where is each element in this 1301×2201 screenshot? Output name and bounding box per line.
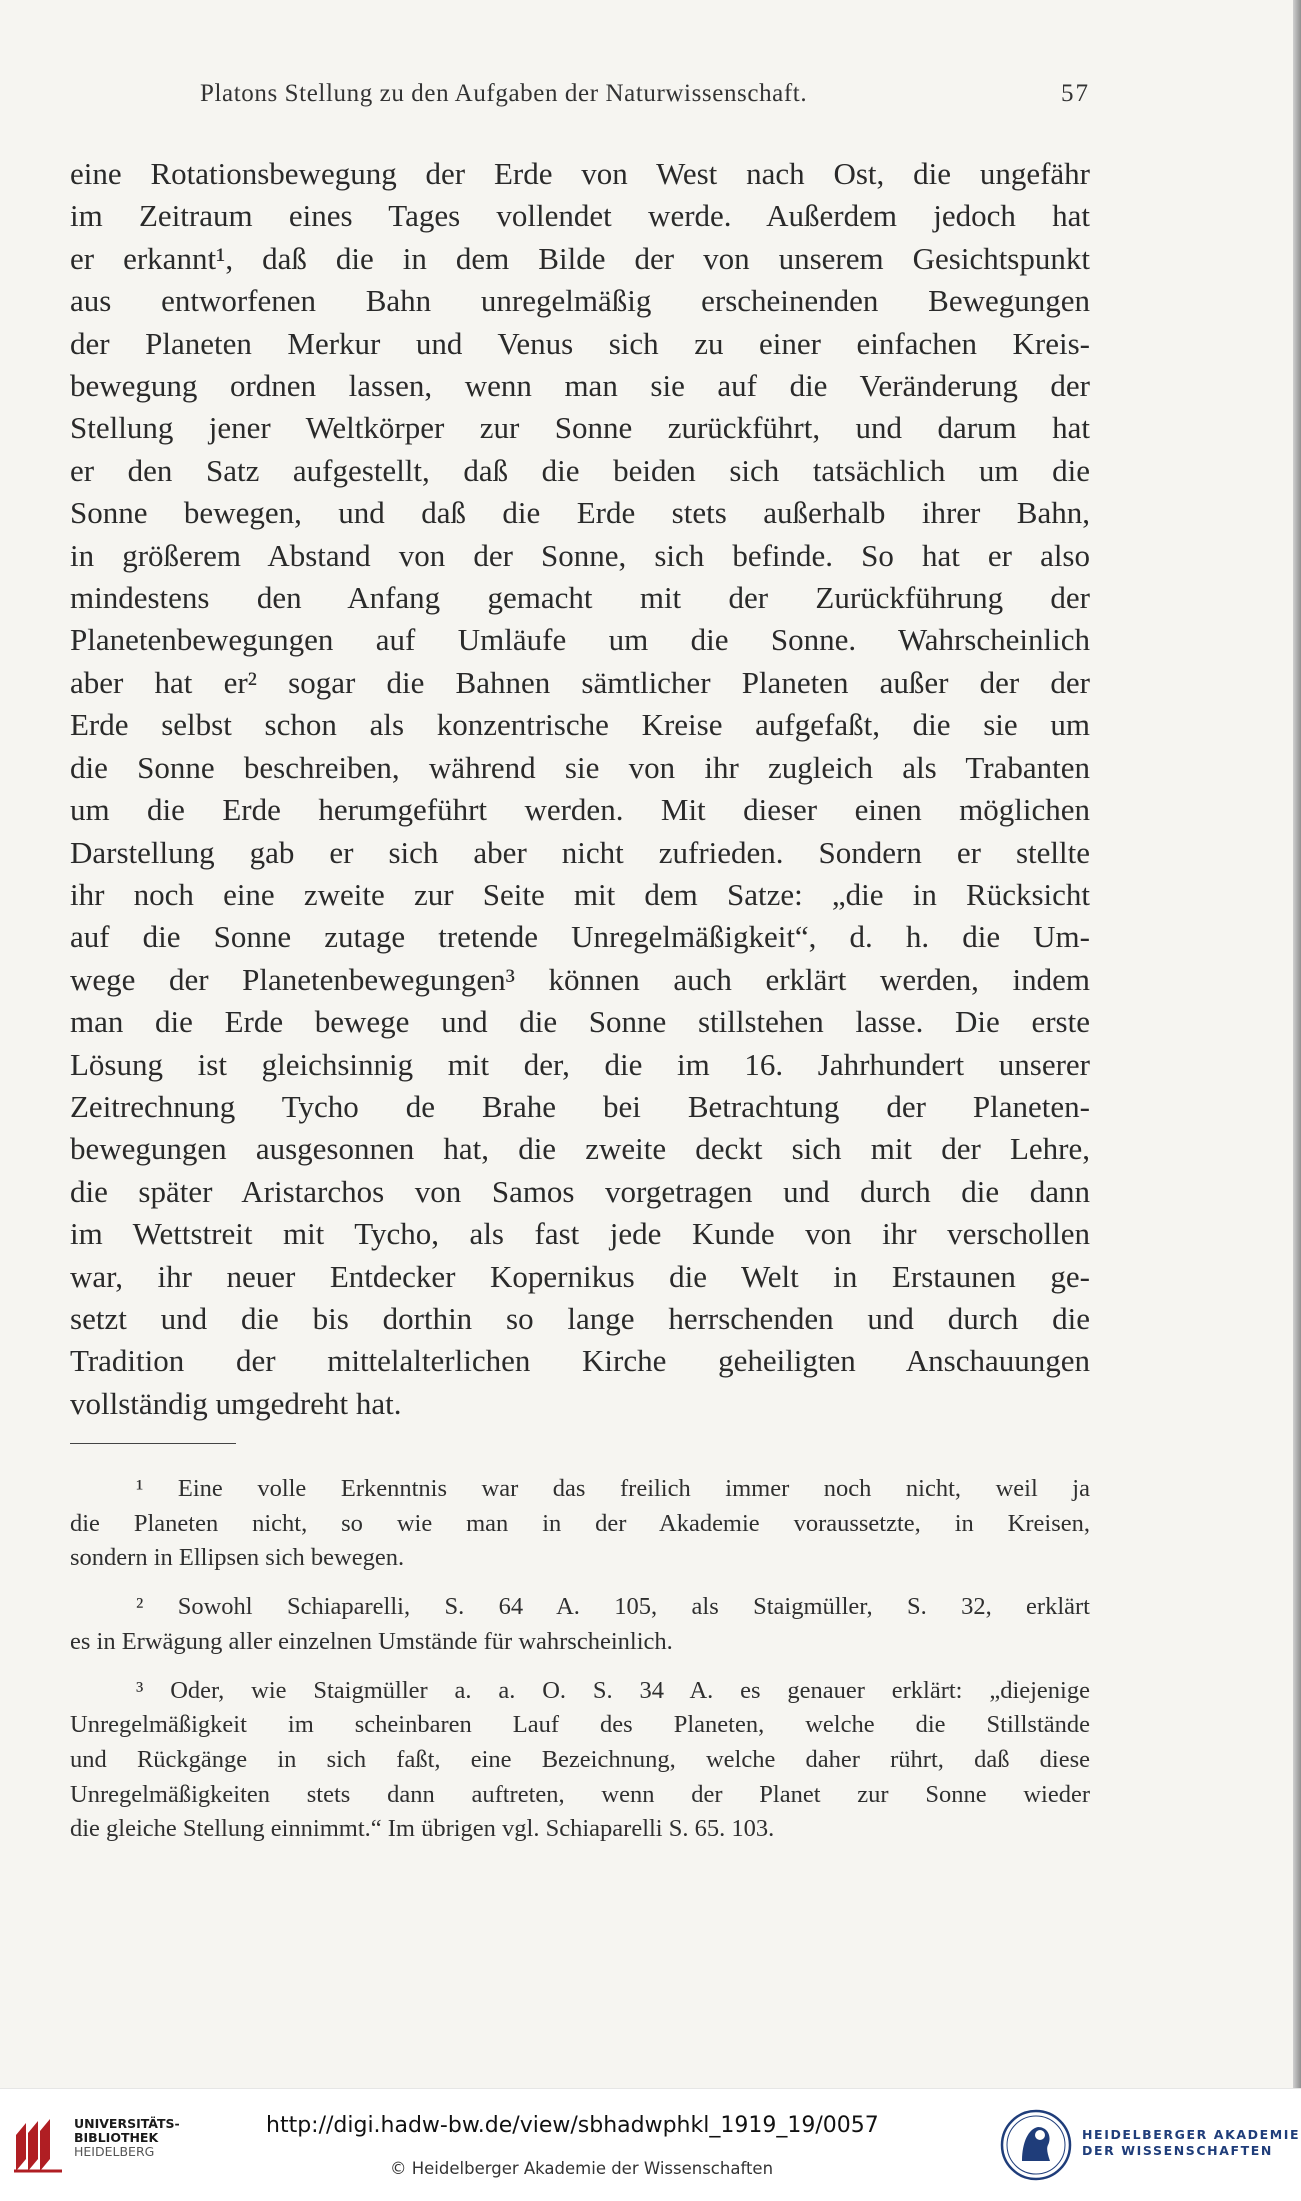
text-line: aus entworfenen Bahn unregelmäßig erscheinenden Bewegungen bbox=[70, 283, 1090, 319]
page-header bbox=[70, 80, 1090, 124]
footnote-line: die Planeten nicht, so wie man in der Akademie voraussetzte, in Kreisen, bbox=[70, 1509, 1090, 1537]
footnote-line: es in Erwägung aller einzelnen Umstände für wahrscheinlich. bbox=[70, 1627, 673, 1655]
footnote-line: Unregelmäßigkeiten stets dann auftreten, wenn der Planet zur Sonne wieder bbox=[70, 1780, 1090, 1808]
text-line: die später Aristarchos von Samos vorgetragen und durch die dann bbox=[70, 1173, 1090, 1209]
text-line: bewegung ordnen lassen, wenn man sie auf die Veränderung der bbox=[70, 368, 1090, 404]
text-line: Tradition der mittelalterlichen Kirche geheiligten Anschauungen bbox=[70, 1343, 1090, 1379]
main-text bbox=[70, 153, 1090, 1425]
university-library-logo-icon bbox=[12, 2115, 64, 2175]
footnote-separator bbox=[70, 1443, 236, 1444]
academy-seal-icon bbox=[1000, 2109, 1072, 2181]
text-line: war, ihr neuer Entdecker Kopernikus die Welt in Erstaunen ge- bbox=[70, 1258, 1090, 1294]
text-line: man die Erde bewege und die Sonne stillstehen lasse. Die erste bbox=[70, 1004, 1090, 1040]
footnote-1 bbox=[70, 1472, 1090, 1576]
text-line: auf die Sonne zutage tretende Unregelmäßigkeit“, d. h. die Um- bbox=[70, 919, 1090, 955]
footnotes bbox=[70, 1472, 1090, 1861]
text-line: aber hat er² sogar die Bahnen sämtlicher Planeten außer der der bbox=[70, 664, 1090, 700]
footnote-3 bbox=[70, 1674, 1090, 1848]
text-line: Darstellung gab er sich aber nicht zufrieden. Sondern er stellte bbox=[70, 834, 1090, 870]
academy-name-line-2: DER WISSENSCHAFTEN bbox=[1082, 2143, 1273, 2158]
footnote-line: ³ Oder, wie Staigmüller a. a. O. S. 34 A. es genauer erklärt: „diejenige bbox=[136, 1676, 1090, 1704]
text-line: setzt und die bis dorthin so lange herrschenden und durch die bbox=[70, 1300, 1090, 1336]
text-line: ihr noch eine zweite zur Seite mit dem Satze: „die in Rücksicht bbox=[70, 876, 1090, 912]
academy-name bbox=[1082, 2127, 1300, 2159]
text-line: er den Satz aufgestellt, daß die beiden sich tatsächlich um die bbox=[70, 452, 1090, 488]
running-title: Platons Stellung zu den Aufgaben der Naturwissenschaft. bbox=[200, 80, 808, 107]
text-line: eine Rotationsbewegung der Erde von West nach Ost, die ungefähr bbox=[70, 156, 1090, 191]
text-line: Sonne bewegen, und daß die Erde stets außerhalb ihrer Bahn, bbox=[70, 495, 1090, 531]
academy-name-line-1: HEIDELBERGER AKADEMIE bbox=[1082, 2127, 1301, 2142]
footnote-line: ¹ Eine volle Erkenntnis war das freilich immer noch nicht, weil ja bbox=[136, 1475, 1090, 1502]
library-name-line-1: UNIVERSITÄTS- bbox=[74, 2116, 180, 2131]
text-line: im Wettstreit mit Tycho, als fast jede Kunde von ihr verschollen bbox=[70, 1216, 1090, 1252]
university-library-name bbox=[74, 2117, 180, 2159]
footnote-line: die gleiche Stellung einnimmt.“ Im übrigen vgl. Schiaparelli S. 65. 103. bbox=[70, 1815, 775, 1843]
text-line: vollständig umgedreht hat. bbox=[70, 1385, 402, 1421]
page-number: 57 bbox=[1061, 80, 1090, 107]
copyright-notice: © Heidelberger Akademie der Wissenschaften bbox=[390, 2159, 774, 2178]
footnote-line: Unregelmäßigkeit im scheinbaren Lauf des Planeten, welche die Stillstände bbox=[70, 1711, 1090, 1739]
text-line: mindestens den Anfang gemacht mit der Zurückführung der bbox=[70, 580, 1090, 616]
text-line: Stellung jener Weltkörper zur Sonne zurückführt, und darum hat bbox=[70, 410, 1090, 446]
footnote-2 bbox=[70, 1590, 1090, 1659]
text-line: in größerem Abstand von der Sonne, sich befinde. So hat er also bbox=[70, 537, 1090, 573]
text-line: wege der Planetenbewegungen³ können auch erklärt werden, indem bbox=[70, 961, 1090, 997]
text-line: Erde selbst schon als konzentrische Kreise aufgefaßt, die sie um bbox=[70, 707, 1090, 743]
text-line: im Zeitraum eines Tages vollendet werde. Außerdem jedoch hat bbox=[70, 198, 1090, 234]
footnote-line: und Rückgänge in sich faßt, eine Bezeichnung, welche daher rührt, daß diese bbox=[70, 1745, 1090, 1773]
text-line: Zeitrechnung Tycho de Brahe bei Betrachtung der Planeten- bbox=[70, 1088, 1090, 1124]
page-footer bbox=[0, 2088, 1301, 2201]
footnote-line: ² Sowohl Schiaparelli, S. 64 A. 105, als Staigmüller, S. 32, erklärt bbox=[136, 1593, 1090, 1621]
text-line: Lösung ist gleichsinnig mit der, die im 16. Jahrhundert unserer bbox=[70, 1046, 1090, 1082]
page-edge-shadow bbox=[1293, 0, 1301, 2200]
text-line: um die Erde herumgeführt werden. Mit dieser einen möglichen bbox=[70, 792, 1090, 828]
footnote-line: sondern in Ellipsen sich bewegen. bbox=[70, 1544, 405, 1572]
library-name-line-2: BIBLIOTHEK bbox=[74, 2130, 159, 2145]
text-line: der Planeten Merkur und Venus sich zu einer einfachen Kreis- bbox=[70, 325, 1090, 361]
text-line: Planetenbewegungen auf Umläufe um die Sonne. Wahrscheinlich bbox=[70, 622, 1090, 658]
permalink-url[interactable]: http://digi.hadw-bw.de/view/sbhadwphkl_1919_19/0057 bbox=[266, 2113, 879, 2138]
library-name-line-3: HEIDELBERG bbox=[74, 2144, 155, 2159]
text-line: bewegungen ausgesonnen hat, die zweite deckt sich mit der Lehre, bbox=[70, 1131, 1090, 1167]
text-line: er erkannt¹, daß die in dem Bilde der von unserem Gesichtspunkt bbox=[70, 240, 1090, 276]
text-line: die Sonne beschreiben, während sie von ihr zugleich als Trabanten bbox=[70, 749, 1090, 785]
